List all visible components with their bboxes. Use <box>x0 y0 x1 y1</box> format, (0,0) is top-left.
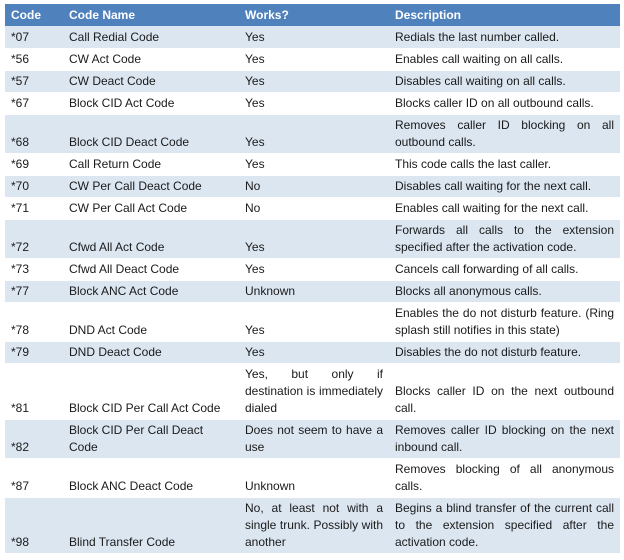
code-name-cell: DND Act Code <box>63 302 239 341</box>
table-row <box>5 114 620 153</box>
code-name-cell: Block CID Deact Code <box>63 114 239 153</box>
description-cell: Removes caller ID blocking on the next inbound call. <box>389 419 620 458</box>
works-cell: Yes <box>239 92 389 114</box>
code-cell: *68 <box>5 114 63 153</box>
header-code-name: Code Name <box>63 4 239 26</box>
works-cell: Yes <box>239 70 389 92</box>
code-name-cell: Call Return Code <box>63 153 239 175</box>
code-cell: *81 <box>5 363 63 419</box>
code-cell: *79 <box>5 341 63 363</box>
table-row <box>5 302 620 341</box>
table-row <box>5 280 620 302</box>
table-row <box>5 175 620 197</box>
works-cell: Yes <box>239 302 389 341</box>
table-row <box>5 458 620 497</box>
description-cell: Begins a blind transfer of the current call to the extension specified after the activation code. <box>389 497 620 553</box>
header-code: Code <box>5 4 63 26</box>
description-cell: Blocks caller ID on the next outbound call. <box>389 363 620 419</box>
table-row <box>5 48 620 70</box>
code-name-cell: Block CID Act Code <box>63 92 239 114</box>
code-cell: *71 <box>5 197 63 219</box>
table-row <box>5 419 620 458</box>
description-cell: Enables call waiting for the next call. <box>389 197 620 219</box>
code-name-cell: Cfwd All Deact Code <box>63 258 239 280</box>
works-cell: Yes <box>239 114 389 153</box>
description-cell: Forwards all calls to the extension specified after the activation code. <box>389 219 620 258</box>
table-row <box>5 26 620 48</box>
code-cell: *69 <box>5 153 63 175</box>
code-cell: *87 <box>5 458 63 497</box>
works-cell: Yes <box>239 48 389 70</box>
works-cell: No, at least not with a single trunk. Possibly with another <box>239 497 389 553</box>
code-cell: *78 <box>5 302 63 341</box>
code-name-cell: Block CID Per Call Deact Code <box>63 419 239 458</box>
table-row <box>5 92 620 114</box>
works-cell: No <box>239 197 389 219</box>
code-cell: *82 <box>5 419 63 458</box>
works-cell: Does not seem to have a use <box>239 419 389 458</box>
works-cell: Yes, but only if destination is immediately dialed <box>239 363 389 419</box>
table-row <box>5 197 620 219</box>
code-name-cell: CW Deact Code <box>63 70 239 92</box>
table-header-row <box>5 4 620 26</box>
table-row <box>5 341 620 363</box>
works-cell: No <box>239 175 389 197</box>
code-name-cell: CW Per Call Deact Code <box>63 175 239 197</box>
code-name-cell: CW Per Call Act Code <box>63 197 239 219</box>
code-cell: *77 <box>5 280 63 302</box>
table-row <box>5 497 620 553</box>
code-name-cell: CW Act Code <box>63 48 239 70</box>
table-row <box>5 258 620 280</box>
works-cell: Yes <box>239 153 389 175</box>
works-cell: Unknown <box>239 280 389 302</box>
description-cell: Disables the do not disturb feature. <box>389 341 620 363</box>
description-cell: Enables call waiting on all calls. <box>389 48 620 70</box>
table-row <box>5 153 620 175</box>
description-cell: Removes caller ID blocking on all outbound calls. <box>389 114 620 153</box>
code-cell: *70 <box>5 175 63 197</box>
works-cell: Yes <box>239 219 389 258</box>
code-cell: *57 <box>5 70 63 92</box>
header-works: Works? <box>239 4 389 26</box>
description-cell: Blocks caller ID on all outbound calls. <box>389 92 620 114</box>
code-cell: *72 <box>5 219 63 258</box>
table-row <box>5 219 620 258</box>
works-cell: Unknown <box>239 458 389 497</box>
description-cell: Removes blocking of all anonymous calls. <box>389 458 620 497</box>
table-row <box>5 363 620 419</box>
code-cell: *73 <box>5 258 63 280</box>
table-row <box>5 70 620 92</box>
code-name-cell: Block ANC Act Code <box>63 280 239 302</box>
code-cell: *56 <box>5 48 63 70</box>
description-cell: Cancels call forwarding of all calls. <box>389 258 620 280</box>
description-cell: Disables call waiting for the next call. <box>389 175 620 197</box>
header-description: Description <box>389 4 620 26</box>
code-cell: *67 <box>5 92 63 114</box>
code-name-cell: Block CID Per Call Act Code <box>63 363 239 419</box>
code-name-cell: Call Redial Code <box>63 26 239 48</box>
works-cell: Yes <box>239 341 389 363</box>
description-cell: Enables the do not disturb feature. (Ring splash still notifies in this state) <box>389 302 620 341</box>
code-cell: *98 <box>5 497 63 553</box>
code-name-cell: Cfwd All Act Code <box>63 219 239 258</box>
works-cell: Yes <box>239 258 389 280</box>
description-cell: Blocks all anonymous calls. <box>389 280 620 302</box>
star-codes-table <box>5 4 620 554</box>
description-cell: This code calls the last caller. <box>389 153 620 175</box>
works-cell: Yes <box>239 26 389 48</box>
code-name-cell: Block ANC Deact Code <box>63 458 239 497</box>
description-cell: Redials the last number called. <box>389 26 620 48</box>
code-name-cell: DND Deact Code <box>63 341 239 363</box>
code-cell: *07 <box>5 26 63 48</box>
description-cell: Disables call waiting on all calls. <box>389 70 620 92</box>
code-name-cell: Blind Transfer Code <box>63 497 239 553</box>
